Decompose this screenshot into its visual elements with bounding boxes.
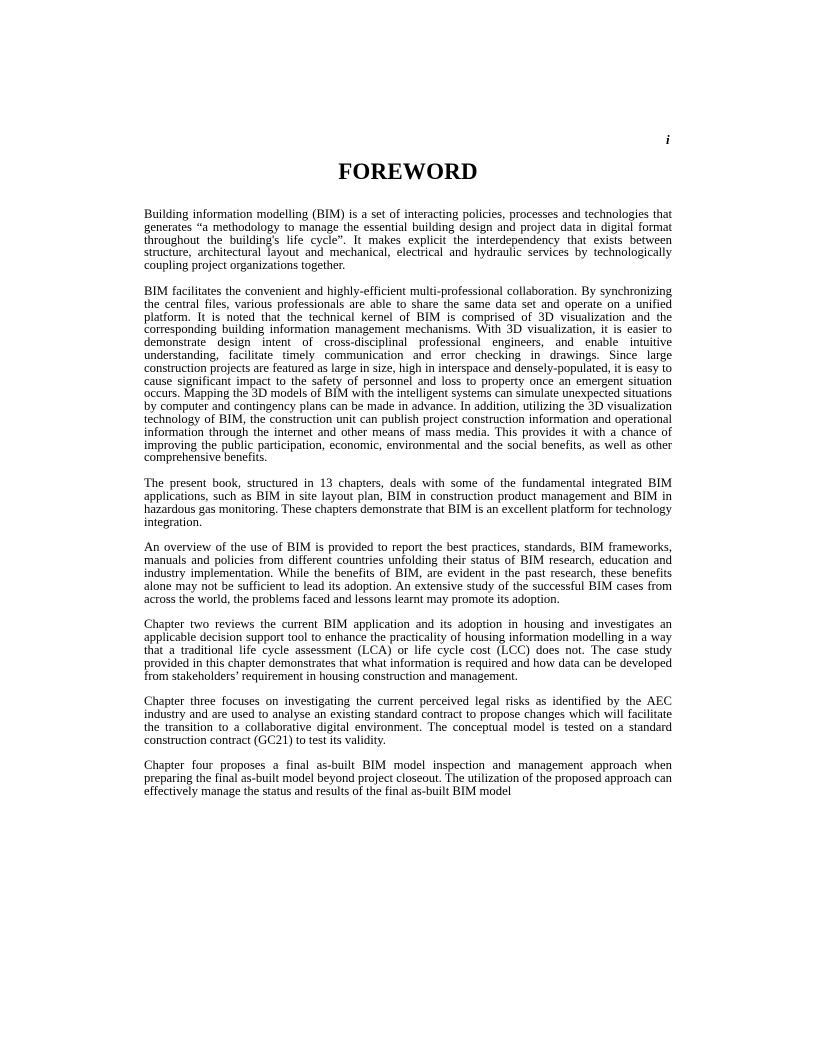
paragraph-book-structure: The present book, structured in 13 chapters, deals with some of the fundamental integrated BIM applications, such as BIM in site layout plan, BIM in construction product management and BIM in hazardous gas monitoring. These chapters demonstrate that BIM is an excellent platform for technology integration. [144,476,672,529]
paragraph-chapter-two: Chapter two reviews the current BIM application and its adoption in housing and investigates an applicable decision support tool to enhance the practicality of housing information modelling in a way that a traditional life cycle assessment (LCA) or life cycle cost (LCC) does not. The case study provided in this chapter demonstrates that what information is required and how data can be developed from stakeholders’ requirement in housing construction and management. [144,617,672,683]
paragraph-chapter-three: Chapter three focuses on investigating the current perceived legal risks as identified by the AEC industry and are used to analyse an existing standard contract to propose changes which will facilitate the transition to a collaborative digital environment. The conceptual model is tested on a standard construction contract (GC21) to test its validity. [144,694,672,747]
page-title: FOREWORD [338,159,478,184]
page-number: i [666,132,670,147]
paragraph-chapter-four: Chapter four proposes a final as-built BIM model inspection and management approach when preparing the final as-built model beyond project closeout. The utilization of the proposed approach can effectively manage the status and results of the final as-built BIM model [144,758,672,799]
foreword-body [144,208,672,811]
paragraph-bim-overview: An overview of the use of BIM is provided to report the best practices, standards, BIM frameworks, manuals and policies from different countries unfolding their status of BIM research, education and industry implementation. While the benefits of BIM, are evident in the past research, these benefits alone may not be sufficient to lead its adoption. An extensive study of the successful BIM cases from across the world, the problems faced and lessons learnt may promote its adoption. [144,540,672,606]
paragraph-bim-definition: Building information modelling (BIM) is a set of interacting policies, processes and technologies that generates “a methodology to manage the essential building design and project data in digital format throughout the building's life cycle”. It makes explicit the interdependency that exists between structure, architectural layout and mechanical, electrical and hydraulic services by technologically coupling project organizations together. [144,207,672,273]
paragraph-bim-collaboration: BIM facilitates the convenient and highly-efficient multi-professional collaboration. By synchronizing the central files, various professionals are able to share the same data set and operate on a unified platform. It is noted that the technical kernel of BIM is comprised of 3D visualization and the corresponding building information management mechanisms. With 3D visualization, it is easier to demonstrate design intent of cross-disciplinal professional engineers, and enable intuitive understanding, facilitate timely communication and error checking in drawings. Since large construction projects are featured as large in size, high in interspace and densely-populated, it is easy to cause significant impact to the safety of personnel and loss to property once an emergent situation occurs. Mapping the 3D models of BIM with the intelligent systems can simulate unexpected situations by computer and contingency plans can be made in advance. In addition, utilizing the 3D visualization technology of BIM, the construction unit can publish project construction information and operational information through the internet and other means of mass media. This provides it with a chance of improving the public participation, economic, environmental and the social benefits, as well as other comprehensive benefits. [144,283,672,465]
